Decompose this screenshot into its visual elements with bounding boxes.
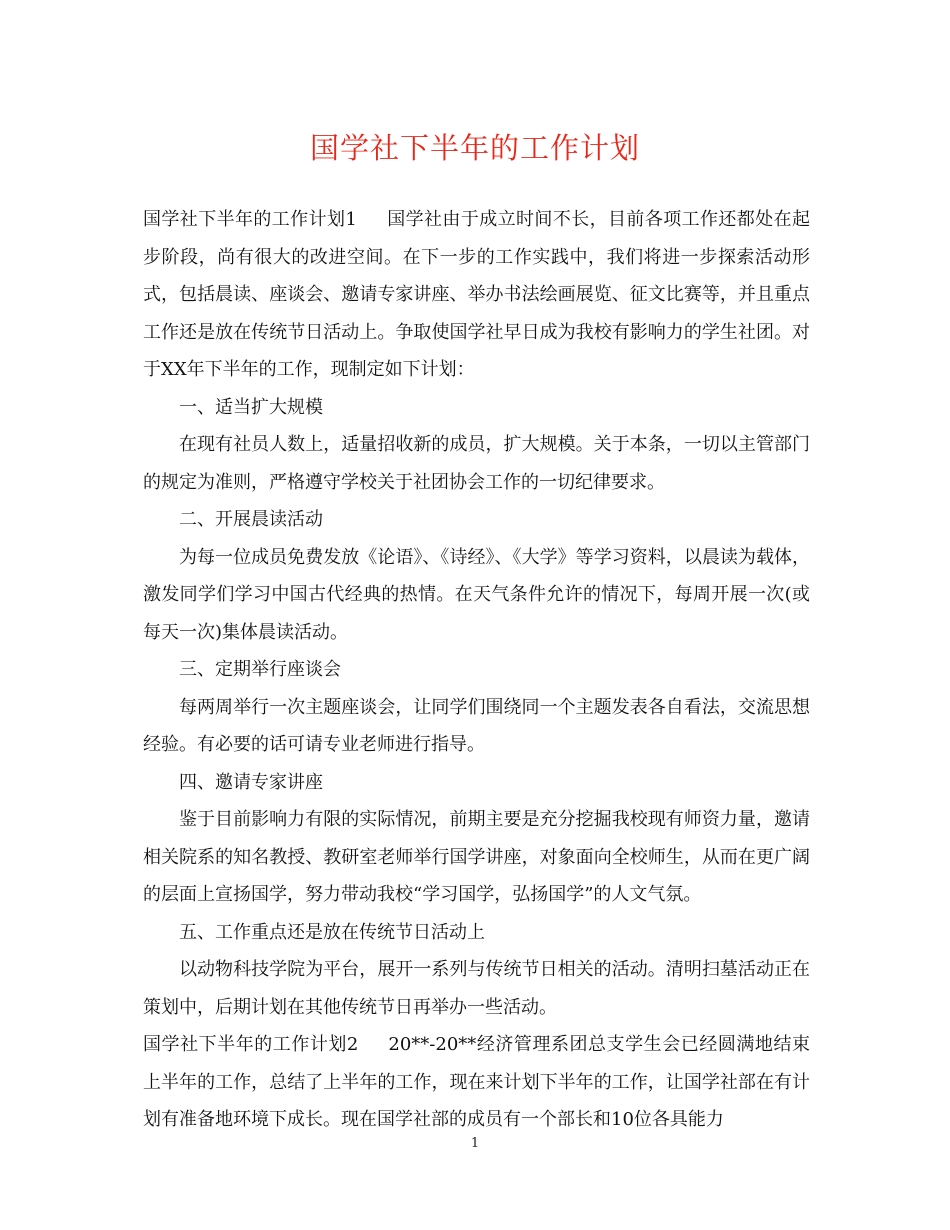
document-title: 国学社下半年的工作计划 <box>309 131 640 165</box>
section-4-heading: 四、邀请专家讲座 <box>179 771 323 793</box>
plan2-intro-paragraph <box>143 1026 810 1139</box>
plan1-intro-text: 国学社由于成立时间不长，目前各项工作还都处在起步阶段，尚有很大的改进空间。在下一步的工作实践中，我们将进一步探索活动形式，包括晨读、座谈会、邀请专家讲座、举办书法绘画展览、征文比赛等，并且重点工作还是放在传统节日活动上。争取使国学社早日成为我校有影响力的学生社团。对于XX年下半年的工作，现制定如下计划： <box>143 209 811 380</box>
section-3-body: 每两周举行一次主题座谈会，让同学们围绕同一个主题发表各自看法，交流思想经验。有必要的话可请专业老师进行指导。 <box>143 696 810 755</box>
plan2-heading: 国学社下半年的工作计划2 <box>143 1034 359 1055</box>
plan1-intro-paragraph <box>143 201 810 389</box>
section-1-body: 在现有社员人数上，适量招收新的成员，扩大规模。关于本条，一切以主管部门的规定为准则，严格遵守学校关于社团协会工作的一切纪律要求。 <box>143 434 810 493</box>
plan2-intro-text: 20**-20**经济管理系团总支学生会已经圆满地结束上半年的工作，总结了上半年的工作，现在来计划下半年的工作，让国学社部在有计划有准备地环境下成长。现在国学社部的成员有一个部长和10位各具能力 <box>143 1034 810 1130</box>
section-2-heading: 二、开展晨读活动 <box>179 509 323 530</box>
section-2-body: 为每一位成员免费发放《论语》、《诗经》、《大学》等学习资料，以晨读为载体，激发同学们学习中国古代经典的热情。在天气条件允许的情况下，每周开展一次(或每天一次)集体晨读活动。 <box>143 546 810 643</box>
document-body <box>143 201 810 1139</box>
section-3-heading: 三、定期举行座谈会 <box>179 659 341 680</box>
section-1-heading: 一、适当扩大规模 <box>179 396 323 418</box>
section-5-heading: 五、工作重点还是放在传统节日活动上 <box>179 921 485 943</box>
section-5-body: 以动物科技学院为平台，展开一系列与传统节日相关的活动。清明扫墓活动正在策划中，后期计划在其他传统节日再举办一些活动。 <box>143 959 810 1018</box>
page-number: 1 <box>470 1136 480 1151</box>
plan1-heading: 国学社下半年的工作计划1 <box>143 209 357 230</box>
section-4-body: 鉴于目前影响力有限的实际情况，前期主要是充分挖掘我校现有师资力量，邀请相关院系的知名教授、教研室老师举行国学讲座，对象面向全校师生，从而在更广阔的层面上宣扬国学，努力带动我校“学习国学，弘扬国学”的人文气氛。 <box>143 809 810 905</box>
